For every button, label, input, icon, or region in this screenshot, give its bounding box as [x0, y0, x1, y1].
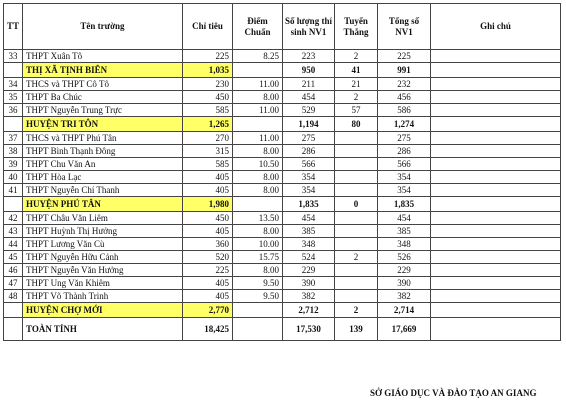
col-header-chi-tieu: Chỉ tiêu	[183, 4, 233, 50]
row-ghi-chu	[431, 264, 561, 277]
row-tong-so: 1,274	[378, 117, 431, 132]
table-row	[4, 50, 561, 63]
row-ghi-chu	[431, 277, 561, 290]
row-group-name: HUYỆN PHÚ TÂN	[23, 197, 183, 212]
row-tuyen-thang: 2	[335, 91, 378, 104]
row-tt: 43	[4, 225, 23, 238]
row-tong-so: 275	[378, 132, 431, 145]
row-so-luong: 223	[283, 50, 335, 63]
row-diem-chuan: 8.00	[233, 225, 283, 238]
row-diem-chuan: 8.00	[233, 145, 283, 158]
row-tt	[4, 318, 23, 341]
row-chi-tieu: 405	[183, 225, 233, 238]
row-tt	[4, 63, 23, 78]
row-tong-so: 232	[378, 78, 431, 91]
row-school-name: THPT Châu Văn Liêm	[23, 212, 183, 225]
row-tong-so: 225	[378, 50, 431, 63]
row-tuyen-thang	[335, 132, 378, 145]
row-tuyen-thang	[335, 277, 378, 290]
row-tong-so: 229	[378, 264, 431, 277]
row-diem-chuan: 8.00	[233, 264, 283, 277]
row-tuyen-thang	[335, 184, 378, 197]
row-chi-tieu: 405	[183, 277, 233, 290]
row-chi-tieu: 405	[183, 171, 233, 184]
row-chi-tieu: 1,035	[183, 63, 233, 78]
row-so-luong: 1,194	[283, 117, 335, 132]
table-row	[4, 104, 561, 117]
row-diem-chuan: 13.50	[233, 212, 283, 225]
row-ghi-chu	[431, 212, 561, 225]
row-diem-chuan	[233, 303, 283, 318]
row-tuyen-thang: 139	[335, 318, 378, 341]
table-row	[4, 78, 561, 91]
row-diem-chuan: 9.50	[233, 290, 283, 303]
row-diem-chuan	[233, 197, 283, 212]
row-ghi-chu	[431, 104, 561, 117]
row-chi-tieu: 315	[183, 145, 233, 158]
row-tuyen-thang	[335, 225, 378, 238]
row-tt	[4, 197, 23, 212]
group-subtotal-row	[4, 303, 561, 318]
row-school-name: THPT Võ Thành Trinh	[23, 290, 183, 303]
row-tt: 40	[4, 171, 23, 184]
col-header-so-luong: Số lượng thí sinh NV1	[283, 4, 335, 50]
row-tong-so: 286	[378, 145, 431, 158]
row-so-luong: 390	[283, 277, 335, 290]
admission-table	[3, 3, 561, 341]
table-row	[4, 264, 561, 277]
row-tong-so: 586	[378, 104, 431, 117]
table-row	[4, 184, 561, 197]
group-subtotal-row	[4, 117, 561, 132]
row-diem-chuan: 11.00	[233, 78, 283, 91]
row-tt: 46	[4, 264, 23, 277]
row-tong-so: 385	[378, 225, 431, 238]
row-tuyen-thang: 41	[335, 63, 378, 78]
row-school-name: THPT Nguyễn Văn Hưởng	[23, 264, 183, 277]
row-diem-chuan	[233, 117, 283, 132]
row-diem-chuan: 9.50	[233, 277, 283, 290]
row-tuyen-thang: 80	[335, 117, 378, 132]
row-so-luong: 348	[283, 238, 335, 251]
row-ghi-chu	[431, 132, 561, 145]
row-tong-so: 1,835	[378, 197, 431, 212]
row-diem-chuan: 15.75	[233, 251, 283, 264]
row-tong-so: 17,669	[378, 318, 431, 341]
row-school-name: THPT Ba Chúc	[23, 91, 183, 104]
row-tuyen-thang: 2	[335, 303, 378, 318]
row-school-name: THPT Nguyễn Chí Thanh	[23, 184, 183, 197]
table-row	[4, 290, 561, 303]
row-tt: 39	[4, 158, 23, 171]
total-row	[4, 318, 561, 341]
col-header-tuyen-thang: Tuyển Thẳng	[335, 4, 378, 50]
row-tong-so: 526	[378, 251, 431, 264]
col-header-ghi-chu: Ghi chú	[431, 4, 561, 50]
row-ghi-chu	[431, 251, 561, 264]
row-chi-tieu: 1,265	[183, 117, 233, 132]
table-row	[4, 225, 561, 238]
row-chi-tieu: 230	[183, 78, 233, 91]
row-diem-chuan: 8.25	[233, 50, 283, 63]
row-ghi-chu	[431, 50, 561, 63]
row-tong-so: 354	[378, 184, 431, 197]
row-so-luong: 524	[283, 251, 335, 264]
table-row	[4, 91, 561, 104]
row-ghi-chu	[431, 197, 561, 212]
row-tuyen-thang	[335, 145, 378, 158]
row-ghi-chu	[431, 290, 561, 303]
row-ghi-chu	[431, 303, 561, 318]
row-so-luong: 382	[283, 290, 335, 303]
row-chi-tieu: 2,770	[183, 303, 233, 318]
row-so-luong: 385	[283, 225, 335, 238]
row-school-name: THPT Nguyễn Hữu Cảnh	[23, 251, 183, 264]
row-group-name: THỊ XÃ TỊNH BIÊN	[23, 63, 183, 78]
row-ghi-chu	[431, 225, 561, 238]
row-tuyen-thang: 2	[335, 251, 378, 264]
row-group-name: TOÀN TỈNH	[23, 318, 183, 341]
row-tuyen-thang: 21	[335, 78, 378, 91]
row-tt: 45	[4, 251, 23, 264]
row-so-luong: 529	[283, 104, 335, 117]
table-row	[4, 132, 561, 145]
row-tong-so: 454	[378, 212, 431, 225]
footer-organization: SỞ GIÁO DỤC VÀ ĐÀO TẠO AN GIANG	[370, 388, 537, 398]
col-header-ten-truong: Tên trường	[23, 4, 183, 50]
row-so-luong: 454	[283, 212, 335, 225]
row-school-name: THCS và THPT Phú Tân	[23, 132, 183, 145]
row-diem-chuan: 11.00	[233, 132, 283, 145]
row-group-name: HUYỆN CHỢ MỚI	[23, 303, 183, 318]
row-school-name: THPT Chu Văn An	[23, 158, 183, 171]
table-row	[4, 212, 561, 225]
row-tt: 44	[4, 238, 23, 251]
group-subtotal-row	[4, 197, 561, 212]
row-so-luong: 275	[283, 132, 335, 145]
row-tong-so: 354	[378, 171, 431, 184]
row-tuyen-thang: 2	[335, 50, 378, 63]
row-tt: 38	[4, 145, 23, 158]
row-school-name: THPT Nguyễn Trung Trực	[23, 104, 183, 117]
row-so-luong: 2,712	[283, 303, 335, 318]
col-header-tt: TT	[4, 4, 23, 50]
row-diem-chuan: 10.50	[233, 158, 283, 171]
row-tt: 37	[4, 132, 23, 145]
row-so-luong: 950	[283, 63, 335, 78]
table-row	[4, 158, 561, 171]
row-tt: 35	[4, 91, 23, 104]
row-ghi-chu	[431, 91, 561, 104]
row-tt: 48	[4, 290, 23, 303]
row-school-name: THPT Bình Thạnh Đông	[23, 145, 183, 158]
row-chi-tieu: 585	[183, 158, 233, 171]
row-ghi-chu	[431, 238, 561, 251]
row-tt: 33	[4, 50, 23, 63]
row-ghi-chu	[431, 318, 561, 341]
row-chi-tieu: 1,980	[183, 197, 233, 212]
row-ghi-chu	[431, 184, 561, 197]
row-diem-chuan	[233, 318, 283, 341]
row-tong-so: 456	[378, 91, 431, 104]
row-tong-so: 566	[378, 158, 431, 171]
row-chi-tieu: 18,425	[183, 318, 233, 341]
row-tt	[4, 303, 23, 318]
row-chi-tieu: 405	[183, 184, 233, 197]
row-school-name: THCS và THPT Cô Tô	[23, 78, 183, 91]
table-row	[4, 238, 561, 251]
row-chi-tieu: 225	[183, 50, 233, 63]
row-ghi-chu	[431, 158, 561, 171]
row-tong-so: 390	[378, 277, 431, 290]
row-diem-chuan: 8.00	[233, 184, 283, 197]
row-diem-chuan: 11.00	[233, 104, 283, 117]
row-tong-so: 382	[378, 290, 431, 303]
row-so-luong: 211	[283, 78, 335, 91]
row-chi-tieu: 270	[183, 132, 233, 145]
row-chi-tieu: 520	[183, 251, 233, 264]
row-diem-chuan	[233, 63, 283, 78]
row-chi-tieu: 405	[183, 290, 233, 303]
row-so-luong: 566	[283, 158, 335, 171]
row-tuyen-thang	[335, 212, 378, 225]
row-tt: 42	[4, 212, 23, 225]
row-ghi-chu	[431, 78, 561, 91]
row-chi-tieu: 585	[183, 104, 233, 117]
row-chi-tieu: 450	[183, 212, 233, 225]
row-chi-tieu: 360	[183, 238, 233, 251]
group-subtotal-row	[4, 63, 561, 78]
row-so-luong: 454	[283, 91, 335, 104]
row-so-luong: 354	[283, 184, 335, 197]
row-chi-tieu: 450	[183, 91, 233, 104]
row-tt: 34	[4, 78, 23, 91]
row-tuyen-thang: 57	[335, 104, 378, 117]
row-ghi-chu	[431, 145, 561, 158]
col-header-diem-chuan: Điểm Chuẩn	[233, 4, 283, 50]
row-so-luong: 17,530	[283, 318, 335, 341]
row-tuyen-thang	[335, 171, 378, 184]
header-row	[4, 4, 561, 50]
table-body	[4, 50, 561, 341]
row-so-luong: 286	[283, 145, 335, 158]
row-so-luong: 1,835	[283, 197, 335, 212]
row-group-name: HUYỆN TRI TÔN	[23, 117, 183, 132]
table-row	[4, 145, 561, 158]
row-tong-so: 348	[378, 238, 431, 251]
col-header-tong-so: Tổng số NV1	[378, 4, 431, 50]
row-tuyen-thang	[335, 290, 378, 303]
row-diem-chuan: 10.00	[233, 238, 283, 251]
row-tuyen-thang	[335, 264, 378, 277]
table-row	[4, 277, 561, 290]
row-tuyen-thang: 0	[335, 197, 378, 212]
row-tong-so: 2,714	[378, 303, 431, 318]
table-row	[4, 251, 561, 264]
row-so-luong: 354	[283, 171, 335, 184]
row-diem-chuan: 8.00	[233, 91, 283, 104]
row-tuyen-thang	[335, 238, 378, 251]
row-tt	[4, 117, 23, 132]
row-chi-tieu: 225	[183, 264, 233, 277]
row-tt: 36	[4, 104, 23, 117]
row-ghi-chu	[431, 63, 561, 78]
row-tt: 41	[4, 184, 23, 197]
row-so-luong: 229	[283, 264, 335, 277]
row-diem-chuan: 8.00	[233, 171, 283, 184]
row-tong-so: 991	[378, 63, 431, 78]
row-tt: 47	[4, 277, 23, 290]
row-ghi-chu	[431, 117, 561, 132]
row-school-name: THPT Ung Văn Khiêm	[23, 277, 183, 290]
row-school-name: THPT Huỳnh Thị Hưởng	[23, 225, 183, 238]
table-row	[4, 171, 561, 184]
row-tuyen-thang	[335, 158, 378, 171]
row-ghi-chu	[431, 171, 561, 184]
row-school-name: THPT Lương Văn Cù	[23, 238, 183, 251]
row-school-name: THPT Xuân Tô	[23, 50, 183, 63]
row-school-name: THPT Hòa Lạc	[23, 171, 183, 184]
